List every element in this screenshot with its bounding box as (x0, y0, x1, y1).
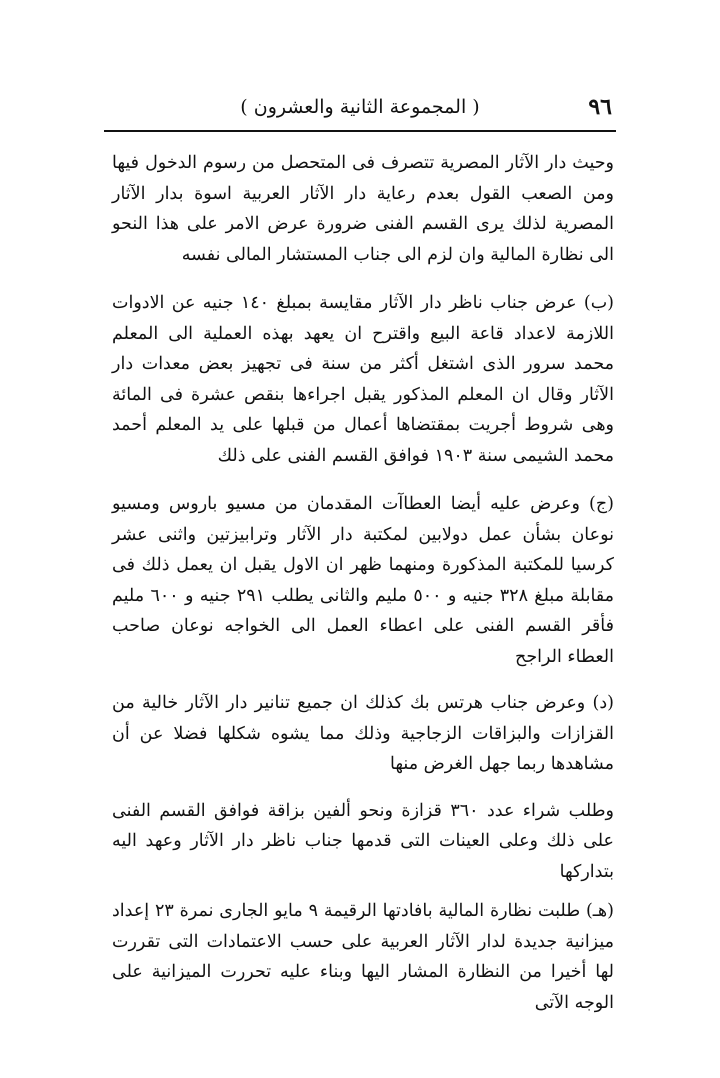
paragraph-intro: وحيث دار الآثار المصرية تتصرف فى المتحصل من رسوم الدخول فيها ومن الصعب القول بعدم رعاية دار الآثار العربية اسوة بدار الآثار المصرية لذلك يرى القسم الفنى ضرورة عرض الامر على هذا النحو الى نظارة المالية وان لزم الى جناب المستشار المالى نفسه (112, 153, 614, 265)
page-header (104, 90, 616, 132)
paragraph-d: (د) وعرض جناب هرتس بك كذلك ان جميع تنانير دار الآثار خالية من القزازات والبزاقات الزجاجية وذلك مما يشوه شكلها فضلا عن أن مشاهدها ربما جهل الغرض منها (112, 693, 614, 774)
running-title: ( المجموعة الثانية والعشرون ) (240, 96, 480, 118)
page-number: ٩٦ (588, 94, 612, 120)
body-text (112, 148, 614, 1018)
paragraph-b: (ب) عرض جناب ناظر دار الآثار مقايسة بمبلغ ١٤٠ جنيه عن الادوات اللازمة لاعداد قاعة البيع واقترح ان يعهد بهذه العملية الى المعلم محمد سرور الذى اشتغل أكثر من سنة فى تجهيز بعض معدات دار الآثار وقال ان المعلم المذكور يقبل اجراءها بنقص عشرة فى المائة وهى شروط أجريت بمقتضاها أعمال من قبلها على يد المعلم أحمد محمد الشيمى سنة ١٩٠٣ فوافق القسم الفنى على ذلك (112, 293, 615, 466)
paragraph-h: (هـ) طلبت نظارة المالية بافادتها الرقيمة ٩ مايو الجارى نمرة ٢٣ إعداد ميزانية جديدة لدار الآثار العربية على حسب الاعتمادات التى تقررت لها أخيرا من النظارة المشار اليها وبناء عليه تحررت الميزانية على الوجه الآتى (112, 901, 614, 1013)
paragraph-c: (ج) وعرض عليه أيضا العطاآت المقدمان من مسيو باروس ومسيو نوعان بشأن عمل دولابين لمكتبة دار الآثار وترابيزتين واثنى عشر كرسيا للمكتبة المذكورة ومنهما ظهر ان الاول يقبل ان يعمل ذلك فى مقابلة مبلغ ٣٢٨ جنيه و ٥٠٠ مليم والثانى يطلب ٢٩١ جنيه و ٦٠٠ مليم فأقر القسم الفنى على اعطاء العمل الى الخواجه نوعان صاحب العطاء الراجح (112, 494, 615, 667)
paragraph-purchase: وطلب شراء عدد ٣٦٠ قزازة ونحو ألفين بزاقة فوافق القسم الفنى على ذلك وعلى العينات التى قدمها جناب ناظر دار الآثار وعهد اليه بتداركها (112, 800, 614, 882)
